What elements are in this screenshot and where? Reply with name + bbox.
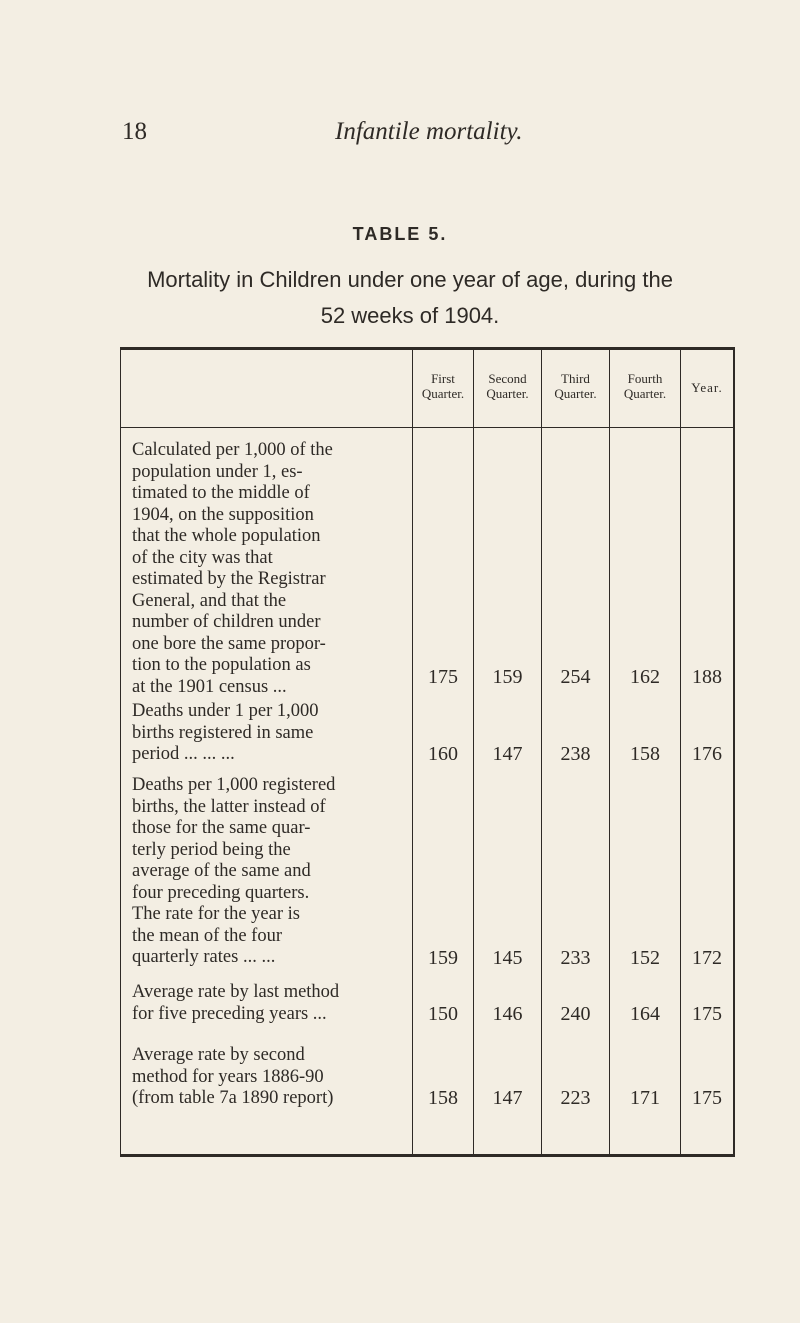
table-cell: 240 <box>560 1003 591 1025</box>
table-cell: 254 <box>560 666 591 688</box>
table-title-line-2: 52 weeks of 1904. <box>320 303 500 328</box>
table-cell: 175 <box>692 1087 722 1109</box>
column-header-fourth-quarter: Fourth Quarter. <box>623 371 667 401</box>
column-header-first-quarter: First Quarter. <box>421 371 465 401</box>
table-cell: 171 <box>630 1087 660 1109</box>
table-title-line-1: Mortality in Children under one year of age, during the <box>147 267 673 292</box>
table-caption: TABLE 5. <box>352 224 448 244</box>
table-cell: 158 <box>428 1087 458 1109</box>
table-cell: 150 <box>428 1003 458 1025</box>
table-cell: 160 <box>428 743 458 765</box>
mortality-table <box>120 347 735 1157</box>
table-cell: 223 <box>560 1087 591 1109</box>
table-right-rule <box>733 347 735 1157</box>
table-cell: 147 <box>492 743 523 765</box>
table-cell: 175 <box>692 1003 722 1025</box>
table-bottom-rule <box>120 1154 735 1157</box>
table-cell: 152 <box>630 947 660 969</box>
row-label-average-last-method: Average rate by last method for five preceding years ... <box>132 982 340 1024</box>
table-cell: 146 <box>492 1003 523 1025</box>
table-cell: 147 <box>492 1087 523 1109</box>
column-header-third-quarter: Third Quarter. <box>554 371 597 401</box>
table-cell: 188 <box>692 666 722 688</box>
column-header-year: Year. <box>691 380 723 395</box>
table-cell: 159 <box>428 947 458 969</box>
table-cell: 158 <box>630 743 660 765</box>
running-title: Infantile mortality. <box>335 118 523 145</box>
row-label-deaths-registered-births: Deaths per 1,000 registered births, the latter instead of those for the same quar- terly period being the average of the same and four preceding quarters. The rate for the year is the mean of the four quarterly rates ... ... <box>132 775 336 967</box>
row-label-average-second-method: Average rate by second method for years 1886-90 (from table 7a 1890 report) <box>132 1045 334 1108</box>
column-header-second-quarter: Second Quarter. <box>486 371 529 401</box>
table-cell: 164 <box>630 1003 660 1025</box>
row-label-deaths-per-births: Deaths under 1 per 1,000 births registered in same period ... ... ... <box>132 701 319 764</box>
table-cell: 172 <box>692 947 722 969</box>
header-underline <box>120 427 735 428</box>
table-cell: 238 <box>560 743 591 765</box>
table-title <box>60 262 760 334</box>
table-top-rule <box>120 347 735 350</box>
table-cell: 176 <box>692 743 722 765</box>
table-cell: 233 <box>560 947 591 969</box>
table-cell: 175 <box>428 666 458 688</box>
row-label-calculated-rate: Calculated per 1,000 of the population under 1, es- timated to the middle of 1904, on the supposition that the whole population of the city was that estimated by the Registrar General, and that the number of children under one bore the same propor- tion to the population as at the 1901 census ... <box>132 440 333 697</box>
table-cell: 159 <box>492 666 523 688</box>
table-cell: 162 <box>630 666 660 688</box>
page-number: 18 <box>122 118 147 145</box>
page-header <box>0 118 800 158</box>
table-cell: 145 <box>492 947 523 969</box>
table-left-rule <box>120 347 121 1157</box>
